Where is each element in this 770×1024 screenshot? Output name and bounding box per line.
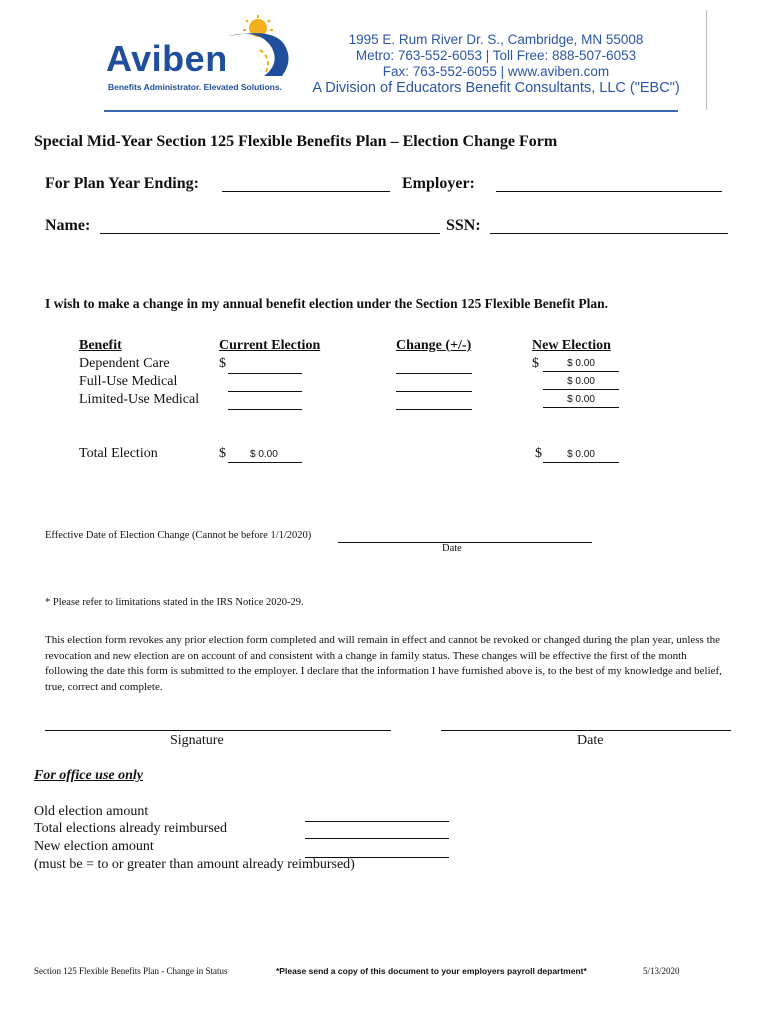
signature-date-label: Date	[577, 733, 604, 748]
declaration-text: This election form revokes any prior election form completed and will remain in effect and cannot be revoked or changed during the plan year, unless the revocation and new election are on account of and consistent with a change in family status. These changes will be effective the first of the month following the date this form is submitted to the employer. I declare that the information I have furnished above is, to the best of my knowledge and belief, true, correct and complete.	[45, 634, 722, 693]
change-full-use-medical-input[interactable]	[396, 390, 472, 392]
footer-date: 5/13/2020	[643, 966, 680, 976]
currency-symbol: $	[532, 356, 539, 371]
change-header-sign: (+/-)	[445, 338, 472, 353]
irs-note: * Please refer to limitations stated in the IRS Notice 2020-29.	[45, 597, 304, 608]
current-limited-use-medical-input[interactable]	[228, 408, 302, 410]
currency-symbol: $	[219, 356, 226, 371]
new-election-header: New Election	[532, 338, 611, 353]
division-line: A Division of Educators Benefit Consultants, LLC ("EBC")	[312, 80, 680, 96]
footer-center: *Please send a copy of this document to your employers payroll department*	[276, 966, 587, 976]
row-label-dependent-care: Dependent Care	[79, 356, 170, 371]
office-use-title: For office use only	[34, 768, 144, 783]
logo-tagline: Benefits Administrator. Elevated Solutions.	[108, 82, 282, 92]
current-dependent-care-input[interactable]	[228, 372, 302, 374]
company-address	[296, 32, 696, 96]
effective-date-input[interactable]	[338, 541, 592, 543]
signature-label: Signature	[170, 733, 224, 748]
fax-web-line: Fax: 763-552-6055 | www.aviben.com	[382, 64, 610, 79]
new-limited-use-medical-field[interactable]: $ 0.00	[543, 393, 619, 408]
old-election-label: Old election amount	[34, 804, 149, 819]
total-reimbursed-input[interactable]	[305, 837, 449, 839]
change-dependent-care-input[interactable]	[396, 372, 472, 374]
row-label-full-use-medical: Full-Use Medical	[79, 374, 178, 389]
effective-date-caption: Date	[442, 543, 462, 554]
change-header-word: Change	[396, 338, 442, 353]
total-election-label: Total Election	[79, 446, 158, 461]
header-divider	[104, 110, 678, 112]
form-title: Special Mid-Year Section 125 Flexible Benefits Plan – Election Change Form	[34, 133, 558, 150]
phone-line: Metro: 763-552-6053 | Toll Free: 888-507-6053	[355, 48, 637, 63]
ssn-label: SSN:	[446, 217, 481, 234]
current-election-header: Current Election	[219, 338, 321, 353]
logo-road-icon	[220, 14, 300, 84]
header-vertical-divider	[706, 10, 707, 110]
total-new-field[interactable]: $ 0.00	[543, 448, 619, 463]
office-note: (must be = to or greater than amount already reimbursed)	[34, 857, 355, 872]
total-current-field[interactable]: $ 0.00	[228, 448, 302, 463]
name-label: Name:	[45, 217, 91, 234]
employer-label: Employer:	[402, 175, 475, 192]
currency-symbol: $	[219, 446, 226, 461]
row-label-limited-use-medical: Limited-Use Medical	[79, 392, 200, 407]
change-header	[396, 338, 471, 354]
logo-name: Aviben	[106, 38, 228, 79]
logo	[100, 14, 300, 96]
new-dependent-care-field[interactable]: $ 0.00	[543, 357, 619, 372]
new-full-use-medical-field[interactable]: $ 0.00	[543, 375, 619, 390]
total-reimbursed-label: Total elections already reimbursed	[34, 821, 227, 836]
plan-year-label: For Plan Year Ending:	[45, 175, 199, 192]
new-election-amount-label: New election amount	[34, 839, 154, 854]
address-line: 1995 E. Rum River Dr. S., Cambridge, MN 55008	[348, 32, 644, 47]
benefit-header: Benefit	[79, 338, 122, 353]
intro-text: I wish to make a change in my annual benefit election under the Section 125 Flexible Benefit Plan.	[45, 296, 608, 311]
signature-input[interactable]	[45, 729, 391, 731]
ssn-input[interactable]	[490, 232, 728, 234]
name-input[interactable]	[100, 232, 440, 234]
footer-left: Section 125 Flexible Benefits Plan - Change in Status	[34, 966, 228, 976]
plan-year-input[interactable]	[222, 190, 390, 192]
employer-input[interactable]	[496, 190, 722, 192]
old-election-input[interactable]	[305, 820, 449, 822]
effective-date-label: Effective Date of Election Change (Cannot be before 1/1/2020)	[45, 530, 312, 541]
current-full-use-medical-input[interactable]	[228, 390, 302, 392]
signature-date-input[interactable]	[441, 729, 731, 731]
currency-symbol: $	[535, 446, 542, 461]
change-limited-use-medical-input[interactable]	[396, 408, 472, 410]
